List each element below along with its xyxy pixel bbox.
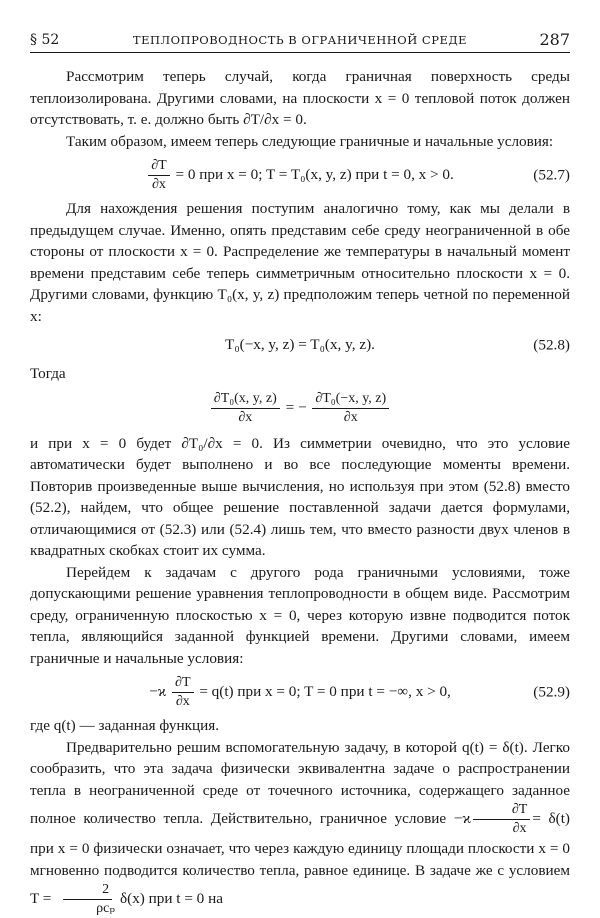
fraction-lhs: $\frac{\text{∂T₀(x, y, z)}}{\partial x}$ xyxy=(211,390,280,427)
paragraph-6: Перейдем к задачам с другого рода граничными условиями, тоже допускающими решение уравнения теплопроводности в общем виде. Рассмотрим среду, ограниченную плоскостью x = 0, через которую извне подводится поток тепла, являющийся заданной функцией времени. Другими словами, имеем граничные и начальные условия: xyxy=(30,562,570,670)
paragraph-8: Предварительно решим вспомогательную задачу, в которой q(t) = δ(t). Легко сообразить, что эта задача физически эквивалентна задаче о распространении тепла в неограниченной среде от точечного источника, содержащего заданное полное количество тепла. Действительно, граничное условие −ϰ $\frac{\partial T}{\partial x}$ = δ(t) при x = 0 физически означает, что через каждую единицу площади плоскости x = 0 мгновенно подводится количество тепла, равное единице. В задаче же с условием T = $\frac{2}{\text{ρcₚ}}$ δ(x) при t = 0 на xyxy=(30,737,570,918)
paragraph-1: Рассмотрим теперь случай, когда граничная поверхность среды теплоизолирована. Другими словами, на плоскости x = 0 тепловой поток должен отсутствовать, т. е. должно быть ∂T/∂x = 0. xyxy=(30,66,570,131)
equation-52-8-text: T₀(−x, y, z) = T₀(x, y, z). xyxy=(225,336,375,353)
paragraph-4: Тогда xyxy=(30,363,570,385)
section-number: § 52 xyxy=(30,32,59,48)
equation-52-9-text: = q(t) при x = 0; T = 0 при t = −∞, x > 0, xyxy=(199,682,451,699)
equation-52-9 xyxy=(30,669,570,715)
equals-minus: = − xyxy=(286,399,307,416)
paragraph-7: где q(t) — заданная функция. xyxy=(30,715,570,737)
equation-derivative-symmetry xyxy=(30,385,570,433)
paragraph-5: и при x = 0 будет ∂T₀/∂x = 0. Из симметрии очевидно, что это условие автоматически будет выполнено и во все последующие моменты времени. Повторив произведенные выше вычисления, но используя при этом (52.8) вместо (52.2), найдем, что общее решение поставленной задачи дается формулами, отличающимися от (52.3) или (52.4) лишь тем, что вместо разности двух членов в квадратных скобках стоит их сумма. xyxy=(30,433,570,562)
equation-52-7 xyxy=(30,152,570,198)
inline-fraction-dT-dx: $\frac{\partial T}{\partial x}$ xyxy=(473,801,530,838)
equation-label: (52.9) xyxy=(533,681,570,703)
inline-fraction-2-rhocp: $\frac{2}{\text{ρcₚ}}$ xyxy=(57,881,118,918)
fraction-rhs: $\frac{\text{∂T₀(−x, y, z)}}{\partial x}$ xyxy=(312,390,389,427)
fraction-dT-dx: $\frac{\partial T}{\partial x}$ xyxy=(148,157,169,194)
equation-52-8 xyxy=(30,327,570,363)
equation-label: (52.8) xyxy=(533,334,570,356)
fraction-dT-dx: $\frac{\partial T}{\partial x}$ xyxy=(172,674,193,711)
paragraph-2: Таким образом, имеем теперь следующие граничные и начальные условия: xyxy=(30,131,570,153)
paragraph-3: Для нахождения решения поступим аналогично тому, как мы делали в предыдущем случае. Именно, опять представим себе среду неограниченной в обе стороны от плоскости x = 0. Распределение же температуры в начальный момент времени представим себе теперь симметричным относительно плоскости x = 0. Другими словами, функцию T₀(x, y, z) предположим теперь четной по переменной x: xyxy=(30,198,570,327)
page-number: 287 xyxy=(539,30,570,49)
running-title: ТЕПЛОПРОВОДНОСТЬ В ОГРАНИЧЕННОЙ СРЕДЕ xyxy=(30,33,570,47)
kappa-prefix: −ϰ xyxy=(149,682,166,699)
equation-label: (52.7) xyxy=(533,164,570,186)
page-header xyxy=(30,28,570,53)
equation-52-7-text: = 0 при x = 0; T = T₀(x, y, z) при t = 0, x > 0. xyxy=(175,165,453,182)
page-body xyxy=(30,66,570,918)
